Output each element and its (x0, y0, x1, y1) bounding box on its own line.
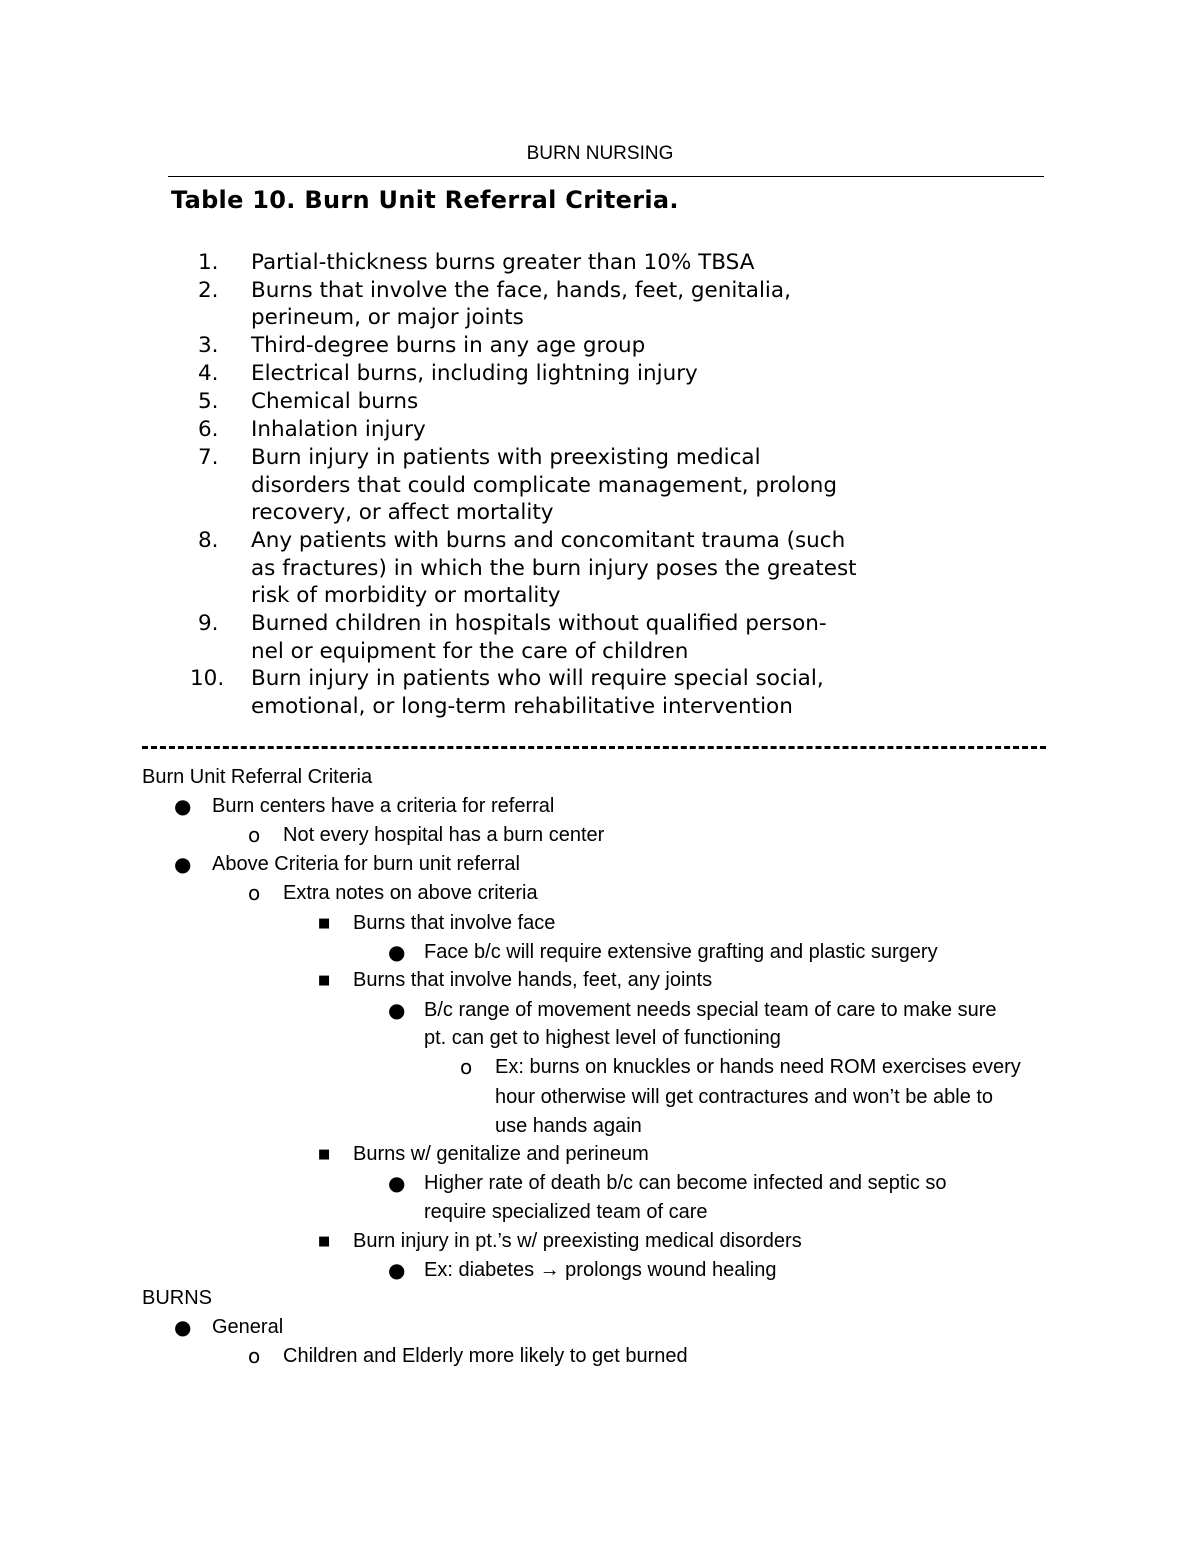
list-item: Burn centers have a criteria for referral (212, 795, 555, 817)
bullet-square-icon: ■ (318, 1234, 331, 1249)
list-item: Children and Elderly more likely to get burned (283, 1345, 688, 1367)
bullet-circle-icon: o (248, 823, 261, 847)
list-item-continuation: hour otherwise will get contractures and won’t be able to (495, 1086, 994, 1108)
list-item: Ex: diabetes → prolongs wound healing (424, 1259, 777, 1281)
bullet-circle-icon: o (248, 881, 261, 905)
bullet-disc-icon: ● (388, 998, 406, 1022)
criteria-number: 8. (198, 528, 219, 553)
criteria-text: Burn injury in patients who will require special social, (251, 666, 824, 691)
bullet-disc-icon: ● (174, 794, 192, 818)
bullet-disc-icon: ● (174, 1315, 192, 1339)
list-item: Ex: burns on knuckles or hands need ROM exercises every (495, 1056, 1021, 1078)
list-item: General (212, 1316, 284, 1338)
criteria-number: 9. (198, 611, 219, 636)
criteria-number: 10. (190, 666, 225, 691)
bullet-disc-icon: ● (388, 1258, 406, 1282)
bullet-square-icon: ■ (318, 1147, 331, 1162)
criteria-text: Burn injury in patients with preexisting medical (251, 445, 761, 470)
list-item-continuation: use hands again (495, 1115, 642, 1137)
list-item: Extra notes on above criteria (283, 882, 538, 904)
criteria-text: risk of morbidity or mortality (251, 583, 561, 608)
criteria-number: 7. (198, 445, 219, 470)
criteria-number: 4. (198, 361, 219, 386)
criteria-text: as fractures) in which the burn injury poses the greatest (251, 556, 857, 581)
header-underline (168, 176, 1044, 177)
list-item-continuation: require specialized team of care (424, 1201, 708, 1223)
bullet-disc-icon: ● (388, 940, 406, 964)
criteria-number: 2. (198, 278, 219, 303)
criteria-number: 5. (198, 389, 219, 414)
bullet-circle-icon: o (460, 1055, 473, 1079)
bullet-square-icon: ■ (318, 916, 331, 931)
list-item: Above Criteria for burn unit referral (212, 853, 520, 875)
bullet-disc-icon: ● (388, 1171, 406, 1195)
criteria-text: disorders that could complicate management, prolong (251, 473, 838, 498)
criteria-text: emotional, or long-term rehabilitative intervention (251, 694, 793, 719)
criteria-number: 6. (198, 417, 219, 442)
section-heading: Burn Unit Referral Criteria (142, 766, 373, 788)
criteria-text: Partial-thickness burns greater than 10% TBSA (251, 250, 755, 275)
list-item: Burns that involve hands, feet, any joints (353, 969, 713, 991)
criteria-text: Inhalation injury (251, 417, 426, 442)
dashed-divider (142, 746, 1046, 749)
list-item: Burns w/ genitalize and perineum (353, 1143, 649, 1165)
section-heading: BURNS (142, 1287, 213, 1309)
criteria-number: 3. (198, 333, 219, 358)
criteria-text: recovery, or affect mortality (251, 500, 554, 525)
list-item: Burn injury in pt.’s w/ preexisting medical disorders (353, 1230, 802, 1252)
list-item: Burns that involve face (353, 912, 556, 934)
bullet-circle-icon: o (248, 1344, 261, 1368)
list-item: Face b/c will require extensive grafting and plastic surgery (424, 941, 938, 963)
page-header-title: BURN NURSING (526, 143, 674, 164)
criteria-text: Electrical burns, including lightning injury (251, 361, 698, 386)
bullet-disc-icon: ● (174, 852, 192, 876)
list-item: B/c range of movement needs special team of care to make sure (424, 999, 997, 1021)
list-item: Not every hospital has a burn center (283, 824, 605, 846)
criteria-text: perineum, or major joints (251, 305, 524, 330)
list-item: Higher rate of death b/c can become infected and septic so (424, 1172, 947, 1194)
list-item-continuation: pt. can get to highest level of functioning (424, 1027, 781, 1049)
criteria-number: 1. (198, 250, 219, 275)
criteria-text: nel or equipment for the care of children (251, 639, 689, 664)
criteria-text: Third-degree burns in any age group (251, 333, 646, 358)
criteria-text: Chemical burns (251, 389, 419, 414)
bullet-square-icon: ■ (318, 973, 331, 988)
criteria-text: Any patients with burns and concomitant trauma (such (251, 528, 846, 553)
table-title: Table 10. Burn Unit Referral Criteria. (171, 186, 679, 214)
criteria-text: Burned children in hospitals without qualified person- (251, 611, 827, 636)
criteria-text: Burns that involve the face, hands, feet, genitalia, (251, 278, 791, 303)
